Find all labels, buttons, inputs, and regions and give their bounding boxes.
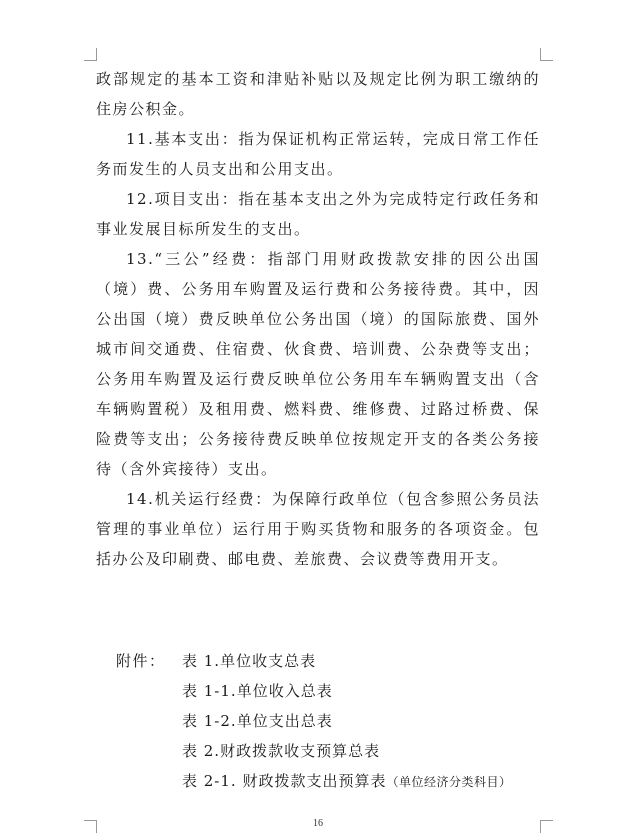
attachments-label: 附件：: [116, 652, 166, 670]
attachment-item-with-note: [182, 766, 511, 797]
attachment-item: 表 1-2.单位支出总表: [182, 712, 333, 730]
paragraph-basic-expenditure: 11.基本支出：指为保证机构正常运转，完成日常工作任务而发生的人员支出和公用支出。: [96, 130, 540, 178]
paragraph-continuation: 政部规定的基本工资和津贴补贴以及规定比例为职工缴纳的住房公积金。: [96, 70, 540, 118]
attachment-item-text: 表 2-1. 财政拨款支出预算表: [182, 772, 387, 790]
attachment-item: 表 2.财政拨款收支预算总表: [182, 742, 381, 760]
attachment-item: 表 1-1.单位收入总表: [182, 682, 333, 700]
crop-mark-top-right: [540, 48, 553, 61]
paragraph-three-public-expenses: 13.“三公”经费：指部门用财政拨款安排的因公出国（境）费、公务用车购置及运行费和公务接待费。其中，因公出国（境）费反映单位公务出国（境）的国际旅费、国外城市间交通费、住宿费、伙食费、培训费、公杂费等支出；公务用车购置及运行费反映单位公务用车车辆购置支出（含车辆购置税）及租用费、燃料费、维修费、过路过桥费、保险费等支出；公务接待费反映单位按规定开支的各类公务接待（含外宾接待）支出。: [96, 250, 540, 478]
attachment-item-note: （单位经济分类科目）: [386, 775, 512, 789]
paragraph-project-expenditure: 12.项目支出：指在基本支出之外为完成特定行政任务和事业发展目标所发生的支出。: [96, 190, 540, 238]
attachment-item: 表 1.单位收支总表: [182, 652, 317, 670]
crop-mark-top-left: [84, 48, 97, 61]
document-body: [96, 64, 540, 796]
paragraph-operating-expenses: 14.机关运行经费：为保障行政单位（包含参照公务员法管理的事业单位）运行用于购买货物和服务的各项资金。包括办公及印刷费、邮电费、差旅费、会议费等费用开支。: [96, 490, 540, 568]
page-number: 16: [313, 818, 323, 829]
attachments-list: [96, 646, 540, 796]
